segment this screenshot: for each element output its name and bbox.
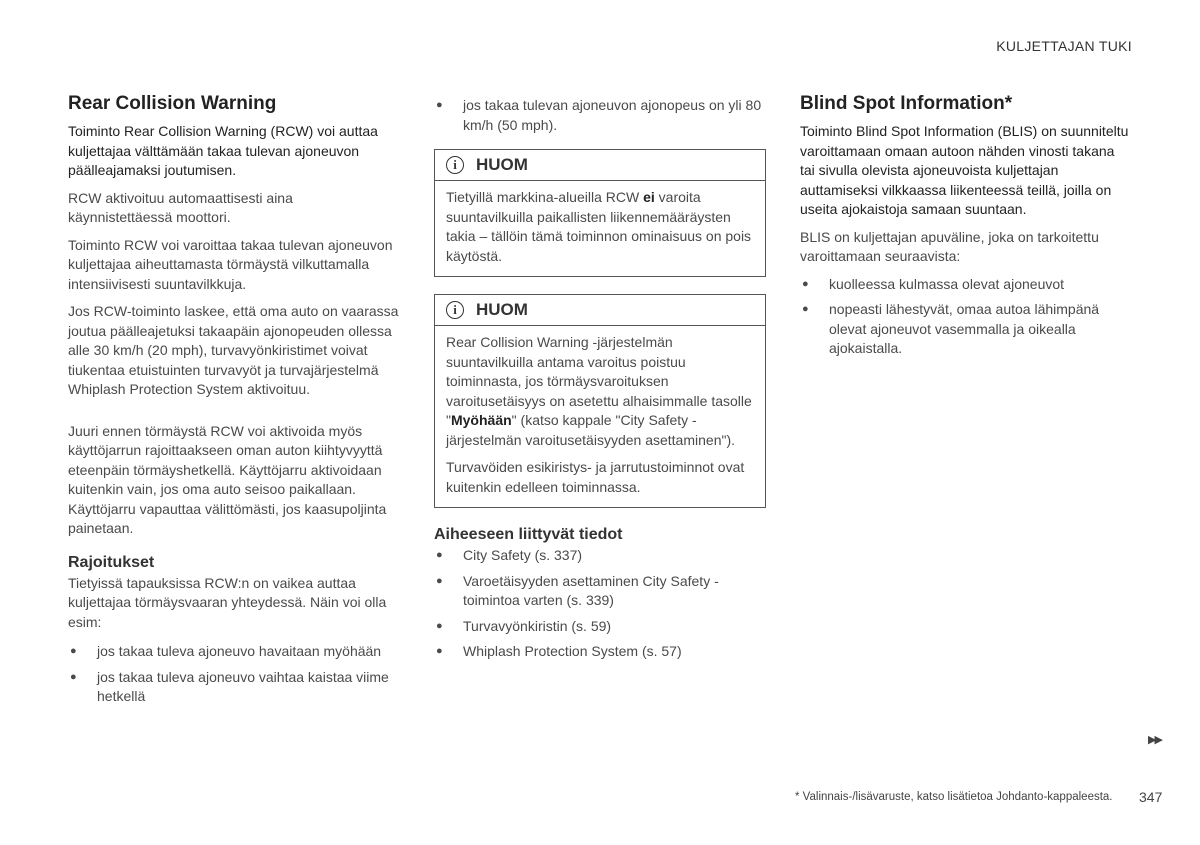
section-header: KULJETTAJAN TUKI — [996, 38, 1132, 54]
limits-list — [68, 642, 400, 707]
rcw-paragraph-2: Toiminto RCW voi varoittaa takaa tulevan ajoneuvon kuljettajaa aiheuttamasta törmäystä vilkuttamalla intensiivisesti suuntavilkkuja. — [68, 236, 393, 292]
bullet-icon: ● — [436, 574, 443, 587]
note-box-1 — [434, 149, 766, 277]
related-link[interactable]: ● Varoetäisyyden asettaminen City Safety -toimintoa varten (s. 339) — [436, 572, 719, 608]
rcw-paragraph-3: Jos RCW-toiminto laskee, että oma auto on vaarassa joutua päälleajetuksi takaapäin ajonopeuden ollessa alle 30 km/h (20 mph), turvavyönkiristimet voivat tiukentaa etuistuinten turvavyöt ja turvajärjestelmä Whiplash Protection System aktivoituu. — [68, 303, 399, 397]
limits-heading: Rajoitukset — [68, 553, 155, 571]
blis-paragraph-1: BLIS on kuljettajan apuväline, joka on tarkoitettu varoittamaan seuraavista: — [800, 228, 1099, 264]
limits-list-continued — [434, 96, 766, 135]
limits-text: Tietyissä tapauksissa RCW:n on vaikea auttaa kuljettajaa törmäysvaaran yhteydessä. Näin voi olla esim: — [68, 574, 387, 630]
related-list — [434, 546, 766, 662]
note-text: Tietyillä markkina-alueilla RCW ei varoita suuntavilkuilla paikallisten liikennemääräysten takia – tällöin tämä toiminnon ominaisuus on pois käytöstä. — [446, 189, 752, 264]
list-item: ● jos takaa tulevan ajoneuvon ajonopeus on yli 80 km/h (50 mph). — [436, 97, 762, 133]
note-text-2: Turvavöiden esikiristys- ja jarrutustoiminnot ovat kuitenkin edelleen toiminnassa. — [446, 459, 745, 495]
note-text: Rear Collision Warning -järjestelmän suuntavilkuilla antama varoitus poistuu toiminnasta, jos törmäysvaroituksen varoitusetäisyys on asetettu alhaisimmalle tasolle "Myöhään" (katso kappale "City Safety -järjestelmän varoitusetäisyyden asettaminen"). — [446, 334, 752, 448]
related-link[interactable]: ● Whiplash Protection System (s. 57) — [434, 642, 766, 662]
bullet-icon: ● — [70, 670, 77, 683]
note-body — [435, 326, 765, 507]
info-icon: i — [446, 301, 464, 319]
list-item: ● nopeasti lähestyvät, omaa autoa lähimpänä olevat ajoneuvot vasemmalla ja oikealla ajokaistalla. — [802, 301, 1100, 356]
bullet-icon: ● — [436, 99, 443, 111]
info-icon: i — [446, 156, 464, 174]
rcw-intro: Toiminto Rear Collision Warning (RCW) voi auttaa kuljettajaa välttämään takaa tulevan ajoneuvon päälleajamaksi joutumisen. — [68, 123, 378, 178]
page-number: 347 — [1139, 789, 1163, 805]
bullet-icon: ● — [436, 549, 443, 561]
note-title: HUOM — [476, 155, 528, 174]
list-item: ● jos takaa tuleva ajoneuvo vaihtaa kaistaa viime hetkellä — [70, 668, 389, 704]
bullet-icon: ● — [436, 619, 443, 632]
related-heading: Aiheeseen liittyvät tiedot — [434, 526, 623, 543]
blis-title: Blind Spot Information* — [800, 93, 1013, 114]
rcw-title: Rear Collision Warning — [68, 93, 277, 114]
rcw-paragraph-1: RCW aktivoituu automaattisesti aina käynnistettäessä moottori. — [68, 189, 293, 225]
note-header — [435, 150, 765, 181]
bullet-icon: ● — [70, 645, 77, 657]
bullet-icon: ● — [802, 277, 809, 290]
note-body — [435, 181, 765, 276]
related-link[interactable]: ● Turvavyönkiristin (s. 59) — [434, 617, 766, 637]
continue-arrows-icon: ▶▶ — [1148, 734, 1161, 746]
bullet-icon: ● — [802, 303, 809, 315]
footnote: * Valinnais-/lisävaruste, katso lisätietoa Johdanto-kappaleesta. — [795, 791, 1113, 803]
list-item: ● kuolleessa kulmassa olevat ajoneuvot — [800, 275, 1132, 295]
blis-intro: Toiminto Blind Spot Information (BLIS) on suunniteltu varoittamaan omaan autoon nähden vinosti takana tai sivulla olevista ajoneuvoista kuljettajan auttamiseksi vilkkaassa liikenteessä teillä, joilla on useita ajokaistoja samaan suuntaan. — [800, 123, 1129, 217]
column-middle — [434, 96, 766, 668]
note-header — [435, 295, 765, 326]
note-box-2 — [434, 294, 766, 508]
related-link[interactable]: ● City Safety (s. 337) — [434, 546, 766, 566]
note-title: HUOM — [476, 300, 528, 319]
rcw-paragraph-4: Juuri ennen törmäystä RCW voi aktivoida myös käyttöjarrun rajoittaakseen oman auton kiihtyvyyttä eteenpäin törmäyshetkellä. Käyttöjarru aktivoidaan kuitenkin vain, jos oma auto seisoo paikallaan. Käyttöjarru vapauttaa välittömästi, jos kaasupoljinta painetaan. — [68, 422, 387, 536]
bullet-icon: ● — [436, 645, 443, 657]
blis-list — [800, 275, 1132, 359]
column-left — [68, 92, 400, 713]
list-item: ● jos takaa tuleva ajoneuvo havaitaan myöhään — [68, 642, 400, 662]
column-right — [800, 92, 1132, 365]
